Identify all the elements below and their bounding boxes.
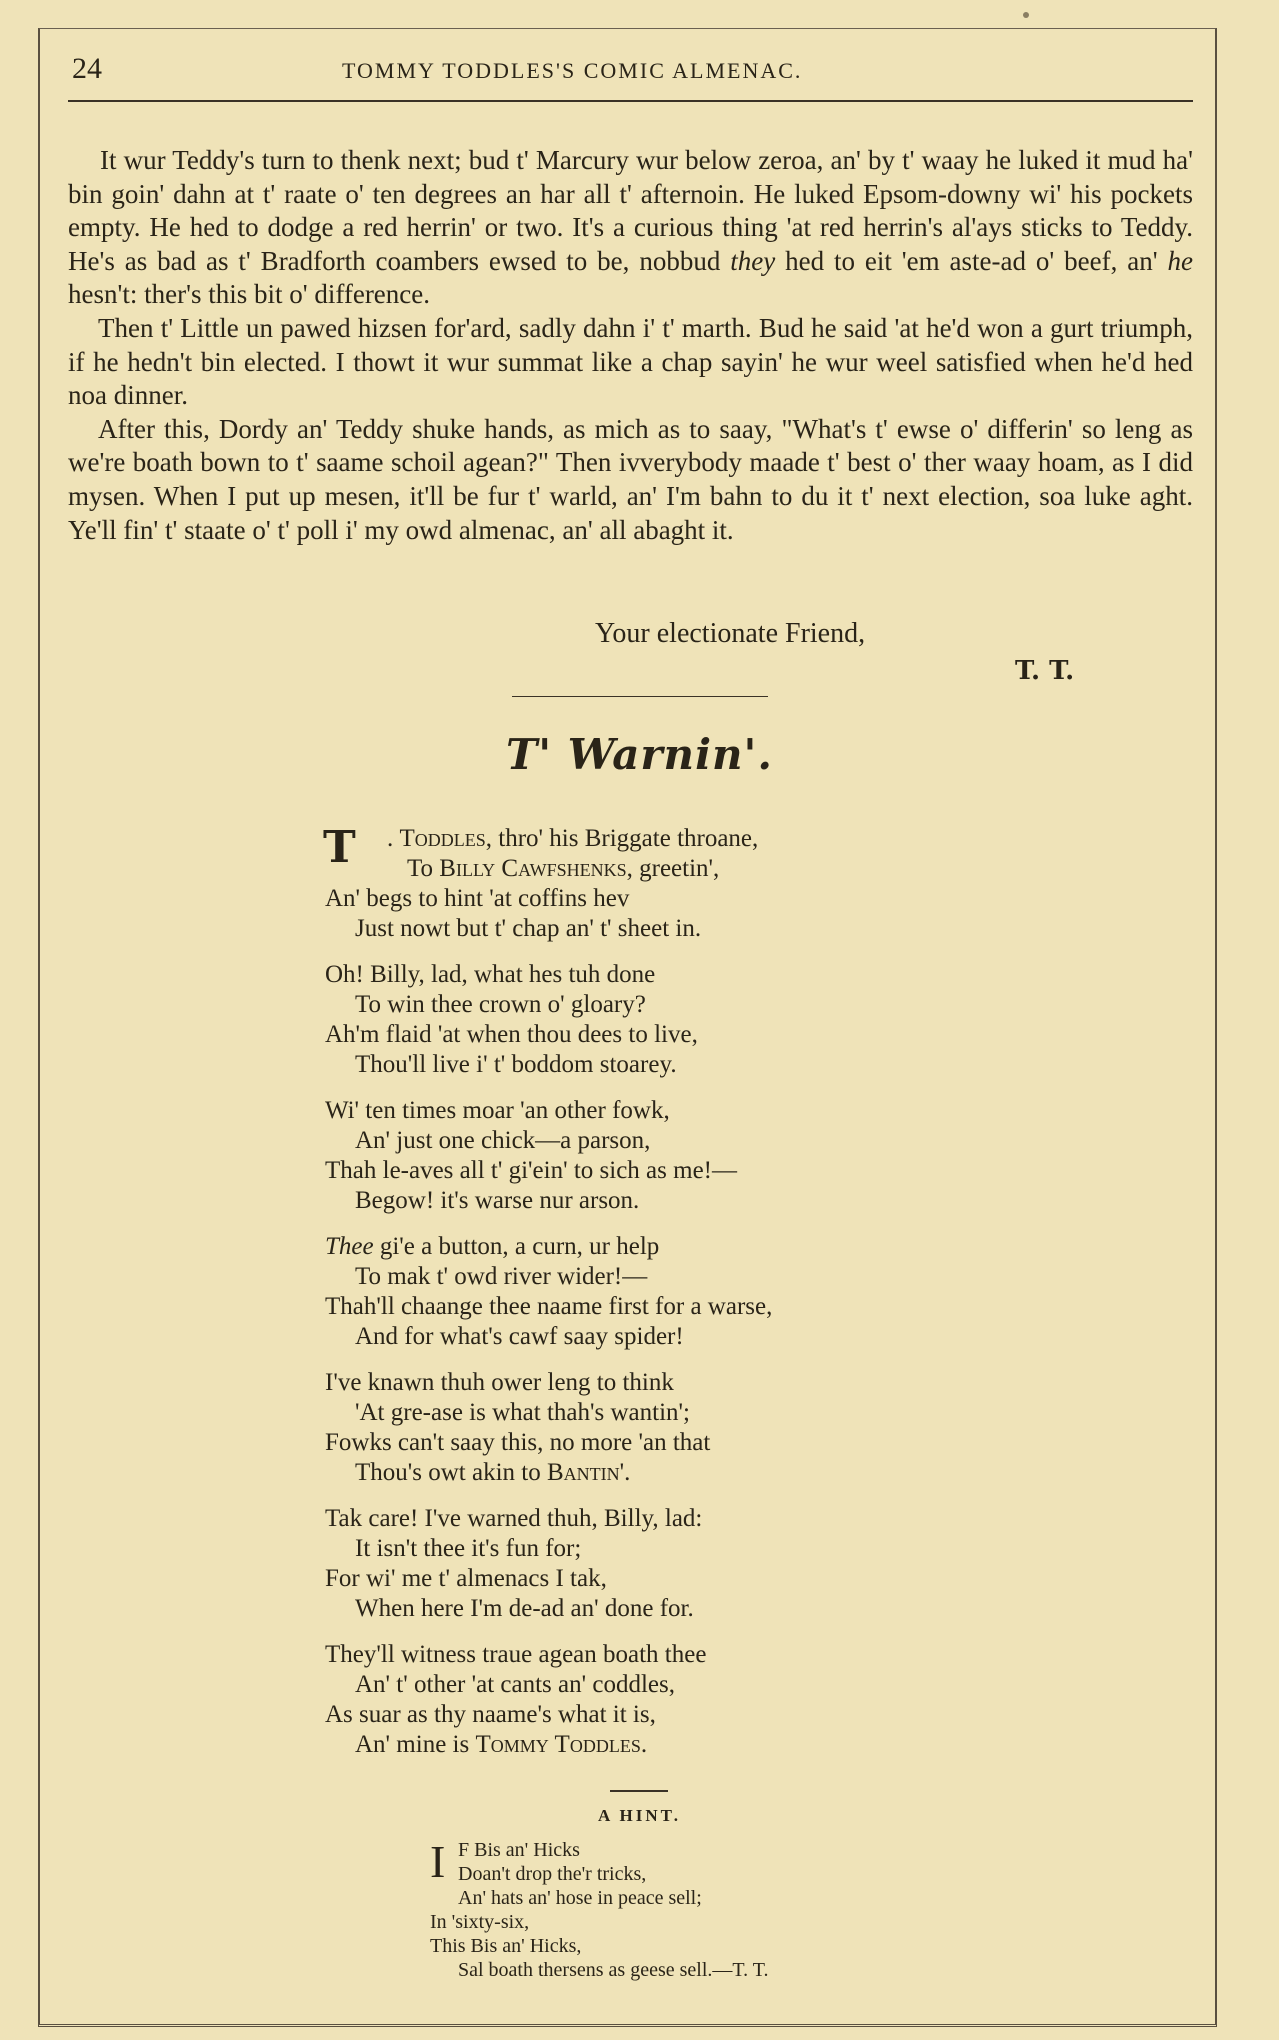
poem-line: This Bis an' Hicks, [430,1935,582,1957]
hint-verse [430,1838,990,1982]
poem-line: Thah'll chaange thee naame first for a warse, [325,1293,773,1320]
poem-line: And for what's cawf saay spider! [355,1323,684,1350]
poem-line [325,1458,985,1488]
hint-title: A HINT. [597,1806,682,1825]
poem-line: To win thee crown o' gloary? [355,991,646,1018]
poem [325,824,985,1776]
poem-line: When here I'm de-ad an' done for. [355,1595,694,1622]
poem-text: , greetin', [626,855,720,882]
poem-line: Wi' ten times moar 'an other fowk, [325,1097,670,1124]
name-small-caps: Billy Cawfshenks [439,855,627,882]
stanza [325,1368,985,1488]
stanza [325,1232,985,1352]
poem-line: For wi' me t' almenacs I tak, [325,1565,607,1592]
poem-title: T' Warnin'. [505,730,774,779]
poem-line: Thou'll live i' t' boddom stoarey. [355,1051,677,1078]
poem-text: . [640,1731,648,1758]
running-title: TOMMY TODDLES'S COMIC ALMENAC. [342,58,803,83]
stanza [325,824,985,944]
name-small-caps: Tommy Toddles [475,1731,641,1758]
poem-line [325,1232,985,1262]
paragraph: After this, Dordy an' Teddy shuke hands, as mich as to saay, "What's t' ewse o' differin' so leng as we're boath bown to t' saame schoil agean?" Then ivverybody maade t' best o' ther waay hoam, as I did mysen. When I put up mesen, it'll be fur t' warld, an' I'm bahn to du it t' next election, soa luke aght. Ye'll fin' t' staate o' t' poll i' my owd almenac, an' all abaght it. [68,413,1193,545]
poem-line: To mak t' owd river wider!— [355,1263,648,1290]
paragraph [68,144,1193,312]
running-header [72,52,1192,94]
poem-text: An' mine is [355,1731,476,1758]
poem-line: Thah le-aves all t' gi'ein' to sich as me!— [325,1157,737,1184]
poem-text: To [407,855,440,882]
paragraph-text: It wur Teddy's turn to thenk next; bud t' Marcury wur below zeroa, an' by t' waay he luked it mud ha' bin goin' dahn at t' raate o' ten degrees an har all t' afternoin. He luked Epsom-downy wi' his pockets empty. He hed to dodge a red herrin' or two. It's a curious thing 'at red herrin's al'ays sticks to Teddy. He's as bad as t' Bradforth coambers ewsed to be, nobbud [68,145,1193,276]
poem-line: Fowks can't saay this, no more 'an that [325,1429,711,1456]
poem-line: F Bis an' Hicks [458,1839,580,1861]
poem-line [325,1730,985,1760]
paragraph-text: hesn't: ther's this bit o' difference. [68,279,431,310]
poem-line: Sal boath thersens as geese sell.—T. T. [458,1959,769,1981]
poem-line: I've knawn thuh ower leng to think [325,1369,674,1396]
page-number: 24 [72,52,102,85]
poem-line: As suar as thy naame's what it is, [325,1701,656,1728]
poem-line: Begow! it's warse nur arson. [355,1187,640,1214]
stanza [325,1096,985,1216]
poem-line [325,854,985,884]
poem-line: In 'sixty-six, [430,1911,530,1933]
poem-text: Thou's owt akin to [355,1459,547,1486]
italic-word: they [730,245,776,276]
poem-line [325,824,985,854]
poem-line: An' begs to hint 'at coffins hev [325,885,630,912]
drop-cap: I [430,1836,446,1887]
page-speck [1023,12,1029,18]
paragraph: Then t' Little un pawed hizsen for'ard, sadly dahn i' t' marth. Bud he said 'at he'd won a gurt triumph, if he hedn't bin elected. I thowt it wur summat like a chap sayin' he wur weel satisfied when he'd hed noa dinner. [68,312,1193,411]
poem-text: . [387,825,394,852]
poem-line: Oh! Billy, lad, what hes tuh done [325,961,656,988]
poem-line: 'At gre-ase is what thah's wantin'; [355,1399,690,1426]
drop-cap: T [323,822,356,873]
poem-text: , thro' his Briggate throane, [485,825,759,852]
poem-line: Doan't drop the'r tricks, [458,1863,647,1885]
poem-line: An' just one chick—a parson, [355,1127,651,1154]
poem-line: An' hats an' hose in peace sell; [458,1887,702,1909]
poem-line: It isn't thee it's fun for; [355,1535,582,1562]
paragraph-text: hed to eit 'em aste-ad o' beef, an' [775,245,1168,276]
name-small-caps: Toddles [399,825,486,852]
valediction: Your electionate Friend, [595,618,866,649]
name-small-caps: Bantin [547,1459,620,1486]
poem-text: '. [619,1459,631,1486]
poem-line: An' t' other 'at cants an' coddles, [355,1671,676,1698]
poem-line: Tak care! I've warned thuh, Billy, lad: [325,1505,703,1532]
section-rule [512,696,768,697]
stanza [325,1640,985,1760]
section-rule [610,1790,668,1792]
poem-line: Just nowt but t' chap an' t' sheet in. [355,915,702,942]
header-rule [68,100,1193,102]
letter-body [68,144,1193,547]
italic-word: Thee [325,1233,374,1260]
stanza [325,960,985,1080]
stanza [325,1504,985,1624]
italic-word: he [1167,245,1193,276]
poem-line: Ah'm flaid 'at when thou dees to live, [325,1021,698,1048]
signature: T. T. [1015,656,1075,686]
poem-text: gi'e a button, a curn, ur help [373,1233,660,1260]
poem-line: They'll witness traue agean boath thee [325,1641,707,1668]
